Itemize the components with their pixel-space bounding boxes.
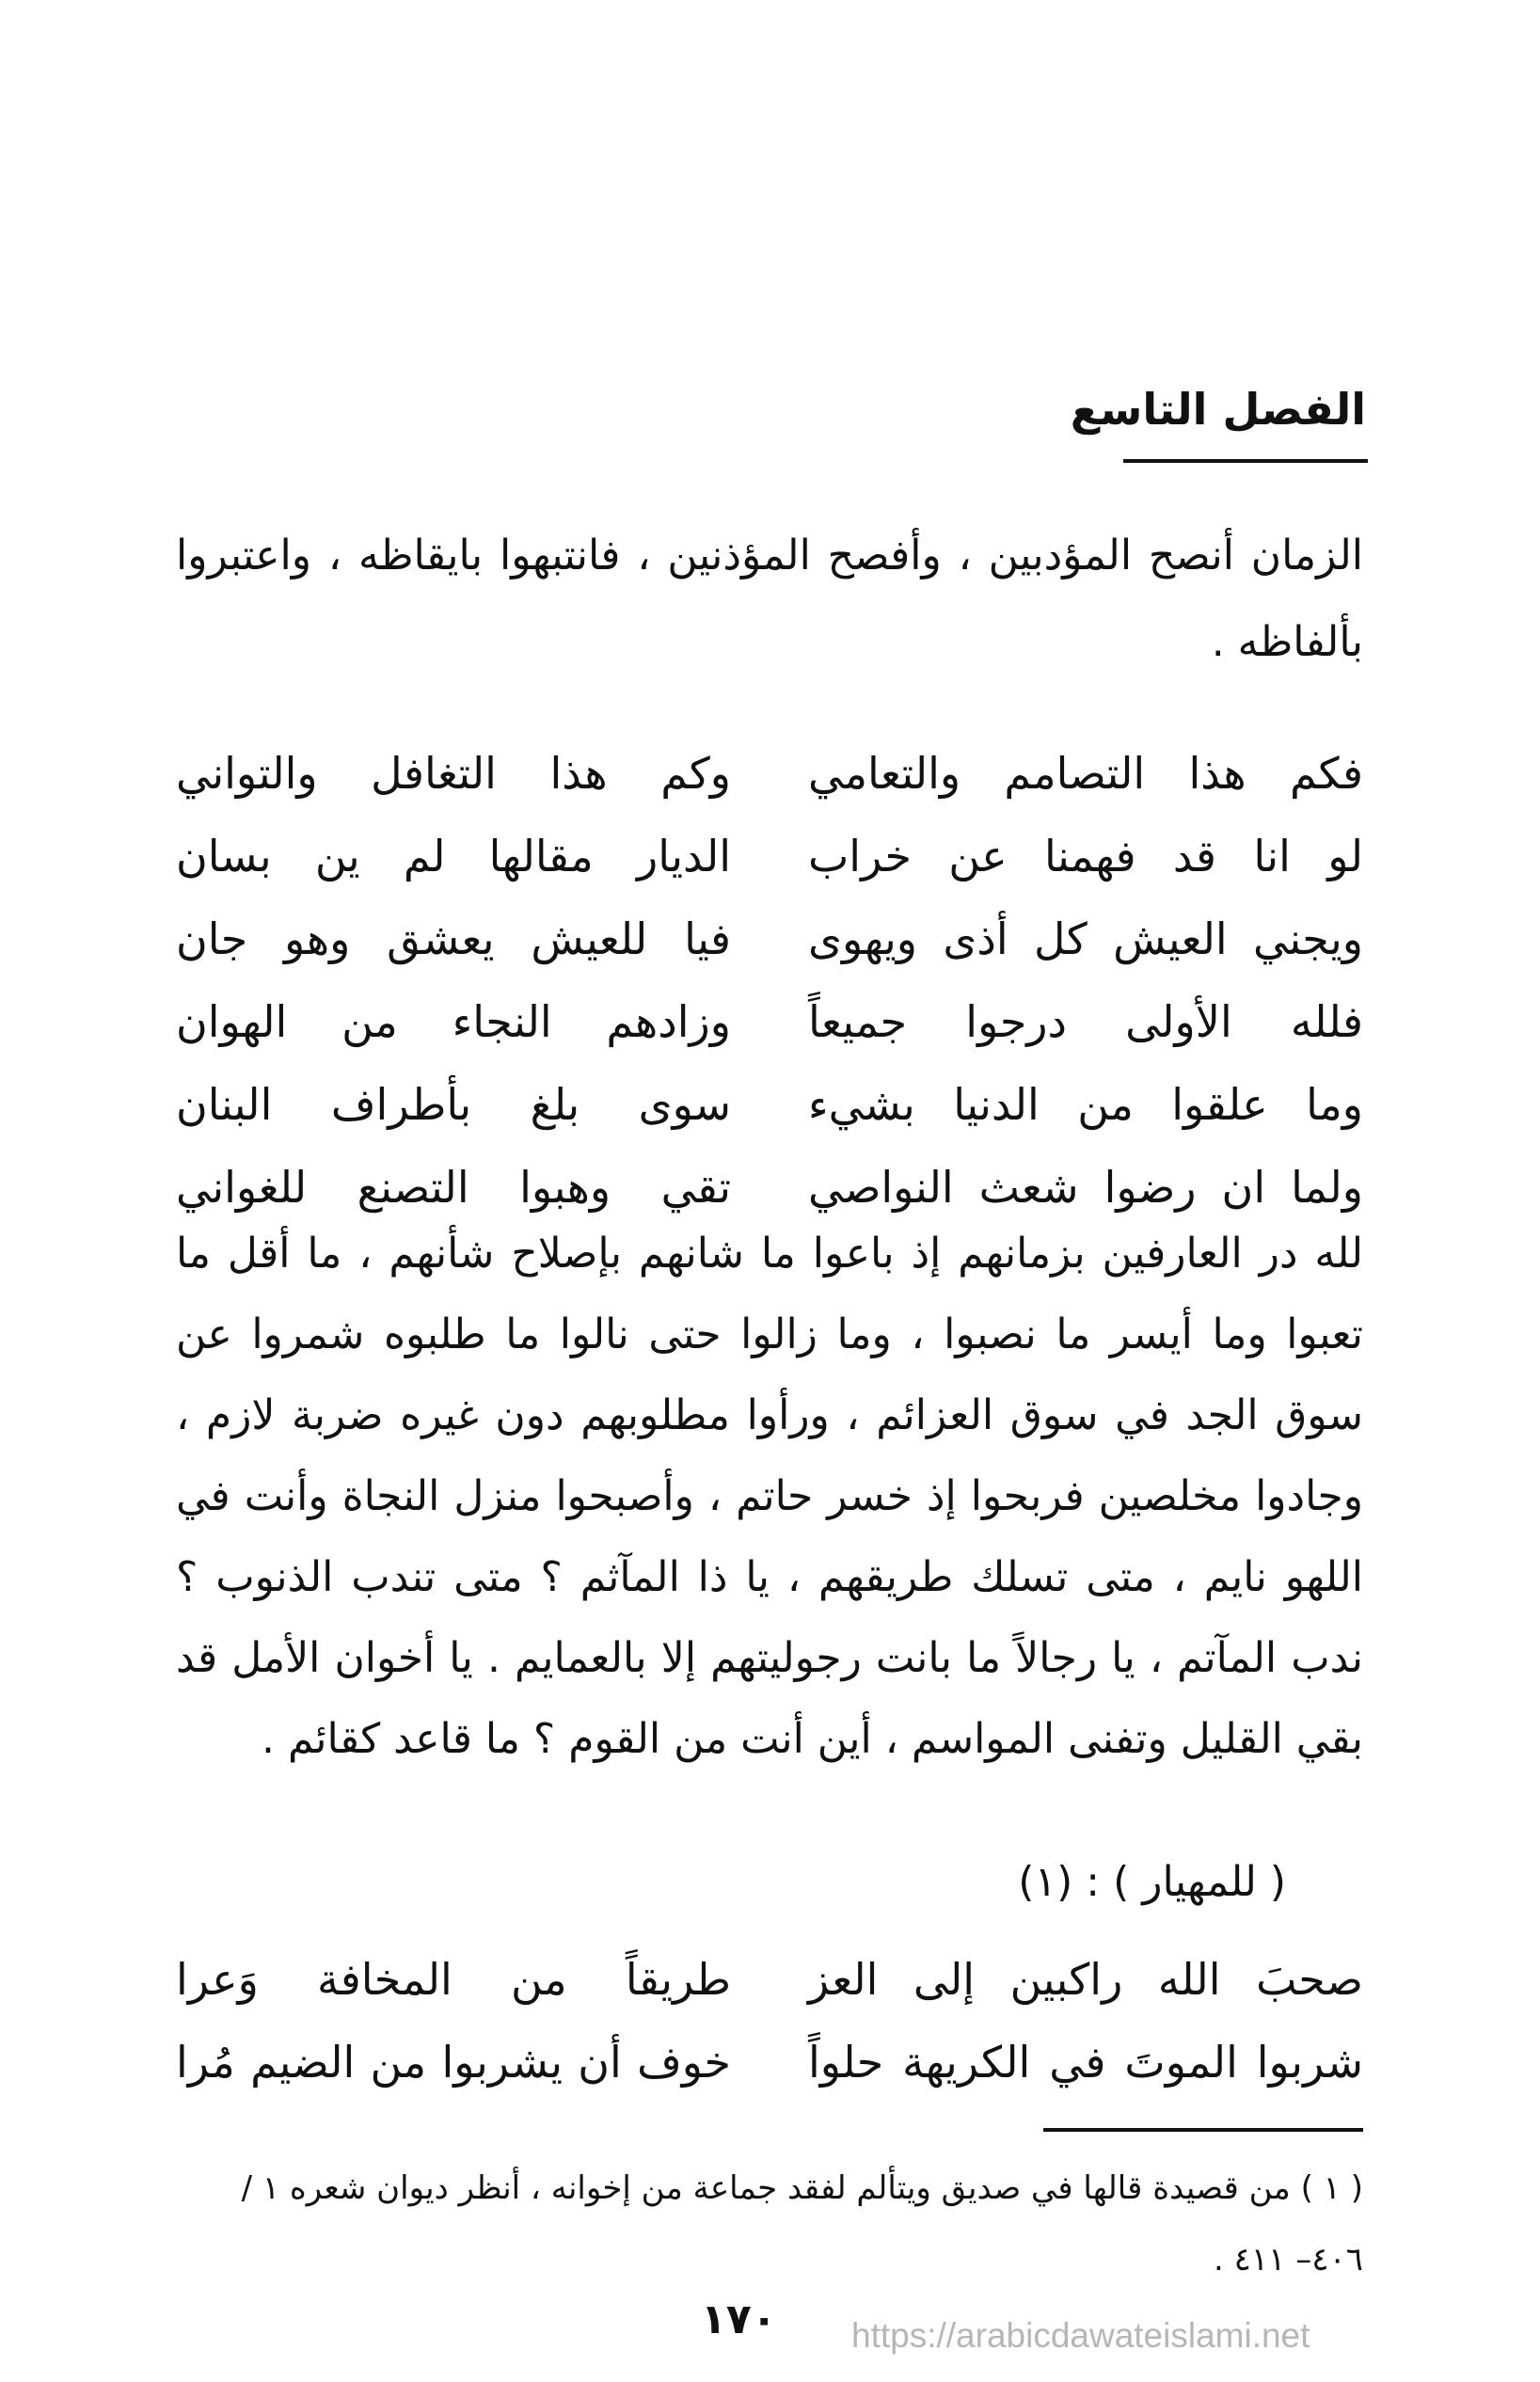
- footnote-separator: [1043, 2128, 1363, 2132]
- main-paragraph: [176, 1214, 1363, 1780]
- verse-line: [176, 897, 1363, 980]
- verse-second-hemistich: تقي وهبوا التصنع للغواني: [176, 1162, 731, 1213]
- verse-first-hemistich: فلله الأولى درجوا جميعاً: [808, 996, 1363, 1047]
- paragraph-text: الزمان أنصح المؤدبين ، وأفصح المؤذنين ، فانتبهوا بايقاظه ، واعتبروا بألفاظه .: [176, 532, 1363, 666]
- verse-first-hemistich: صحبَ الله راكبين إلى العز: [808, 1954, 1363, 2005]
- verse-first-hemistich: فكم هذا التصامم والتعامي: [808, 748, 1363, 799]
- verse-line: [176, 815, 1363, 897]
- verse-second-hemistich: خوف أن يشربوا من الضيم مُرا: [176, 2037, 731, 2088]
- chapter-title: الفصل التاسع: [1070, 384, 1366, 435]
- verse-second-hemistich: سوى بلغ بأطراف البنان: [176, 1079, 731, 1130]
- verse-line: [176, 1063, 1363, 1146]
- chapter-title-underline: [1123, 459, 1368, 463]
- verse-second-hemistich: وزادهم النجاء من الهوان: [176, 996, 731, 1047]
- opening-paragraph: [176, 513, 1363, 686]
- verse-block-2: [176, 1938, 1363, 2104]
- verse-line: [176, 2021, 1363, 2104]
- verse-line: [176, 1938, 1363, 2021]
- footnote: ( ١ ) من قصيدة قالها في صديق ويتألم لفقد جماعة من إخوانه ، أنظر ديوان شعره ١ /٤٠٦– ٤١١ .: [241, 2169, 1363, 2279]
- verse-first-hemistich: شربوا الموتَ في الكريهة حلواً: [808, 2037, 1363, 2088]
- watermark-url: https://arabicdawateislami.net: [851, 2316, 1310, 2355]
- verse-first-hemistich: ويجني العيش كل أذى ويهوى: [808, 913, 1363, 964]
- poet-attribution: ( للمهيار ) : (١): [1018, 1858, 1286, 1906]
- verse-first-hemistich: وما علقوا من الدنيا بشيء: [808, 1079, 1363, 1130]
- page-number: ١٧٠: [701, 2295, 777, 2343]
- verse-second-hemistich: وكم هذا التغافل والتواني: [176, 748, 731, 799]
- verse-first-hemistich: ولما ان رضوا شعث النواصي: [808, 1162, 1363, 1213]
- verse-second-hemistich: طريقاً من المخافة وَعرا: [176, 1954, 731, 2005]
- verse-second-hemistich: الديار مقالها لم ين بسان: [176, 831, 731, 881]
- verse-line: [176, 980, 1363, 1063]
- verse-first-hemistich: لو انا قد فهمنا عن خراب: [808, 831, 1363, 881]
- verse-block-1: [176, 732, 1363, 1229]
- paragraph-text: لله در العارفين بزمانهم إذ باعوا ما شانهم بإصلاح شأنهم ، ما أقل ما تعبوا وما أيسر ما نصبوا ، وما زالوا حتى نالوا ما طلبوه شمروا عن سوق الجد في سوق العزائم ، ورأوا مطلوبهم دون غيره ضربة لازم ، وجادوا مخلصين فربحوا إذ خسر حاتم ، وأصبحوا منزل النجاة وأنت في اللهو نايم ، متى تسلك طريقهم ، يا ذا المآثم ؟ متى تندب الذنوب ؟ ندب المآتم ، يا رجالاً ما بانت رجوليتهم إلا بالعمايم . يا أخوان الأمل قد بقي القليل وتفنى المواسم ، أين أنت من القوم ؟ ما قاعد كقائم .: [176, 1230, 1363, 1763]
- verse-line: [176, 732, 1363, 815]
- verse-second-hemistich: فيا للعيش يعشق وهو جان: [176, 913, 731, 964]
